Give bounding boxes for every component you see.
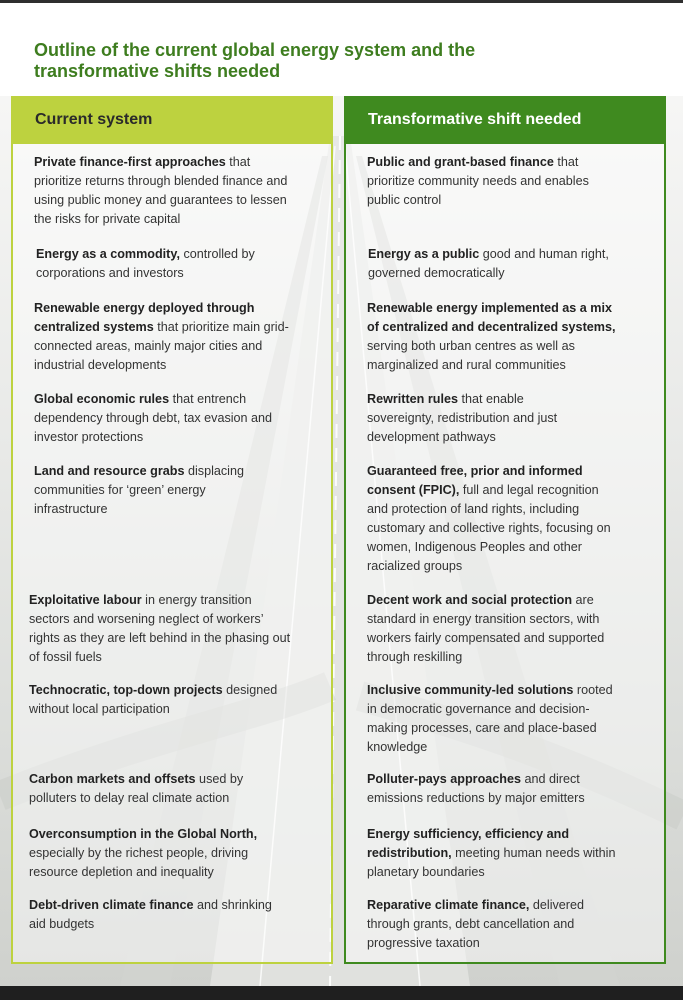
- current-item: Renewable energy deployed through centralized systems that prioritize main grid-connected areas, mainly major cities and industrial developments: [34, 301, 289, 372]
- shift-item: Energy as a public good and human right, governed democratically: [368, 247, 609, 280]
- top-rule: [0, 0, 683, 3]
- bottom-bar: [0, 986, 683, 1000]
- shift-item: Guaranteed free, prior and informed consent (FPIC), full and legal recognition and protection of land rights, including customary and collective rights, focusing on women, Indigenous Peoples and other racialized groups: [367, 464, 611, 573]
- current-item: Global economic rules that entrench dependency through debt, tax evasion and investor protections: [34, 392, 273, 444]
- current-item: Energy as a commodity, controlled by corporations and investors: [36, 247, 255, 280]
- shift-item: Rewritten rules that enable sovereignty, redistribution and just development pathways: [367, 392, 558, 444]
- shift-item: Reparative climate finance, delivered through grants, debt cancellation and progressive taxation: [367, 898, 584, 950]
- current-item: Overconsumption in the Global North, especially by the richest people, driving resource depletion and inequality: [29, 827, 258, 879]
- shift-item: Renewable energy implemented as a mix of centralized and decentralized systems, serving both urban centres as well as marginalized and rural communities: [367, 301, 616, 372]
- transformative-shift-header: Transformative shift needed: [346, 96, 664, 144]
- current-item: Technocratic, top-down projects designed without local participation: [29, 683, 278, 716]
- page-title: Outline of the current global energy system and the transformative shifts needed: [34, 40, 476, 81]
- shift-item: Inclusive community-led solutions rooted in democratic governance and decision-making processes, care and place-based knowledge: [367, 683, 613, 754]
- shift-item: Polluter-pays approaches and direct emissions reductions by major emitters: [367, 772, 585, 805]
- current-item: Carbon markets and offsets used by polluters to delay real climate action: [29, 772, 244, 805]
- shift-item: Energy sufficiency, efficiency and redistribution, meeting human needs within planetary boundaries: [367, 827, 616, 879]
- current-item: Land and resource grabs displacing communities for ‘green’ energy infrastructure: [34, 464, 244, 516]
- current-item: Private finance-first approaches that prioritize returns through blended finance and using public money and guarantees to lessen the risks for private capital: [34, 155, 288, 226]
- current-system-header: Current system: [13, 96, 331, 144]
- current-item: Debt-driven climate finance and shrinking aid budgets: [29, 898, 272, 931]
- shift-item: Decent work and social protection are standard in energy transition sectors, with workers fairly compensated and supported through reskilling: [367, 593, 605, 664]
- shift-item: Public and grant-based finance that prioritize community needs and enables public control: [367, 155, 589, 207]
- current-item: Exploitative labour in energy transition sectors and worsening neglect of workers’ rights as they are left behind in the phasing out of fossil fuels: [29, 593, 291, 664]
